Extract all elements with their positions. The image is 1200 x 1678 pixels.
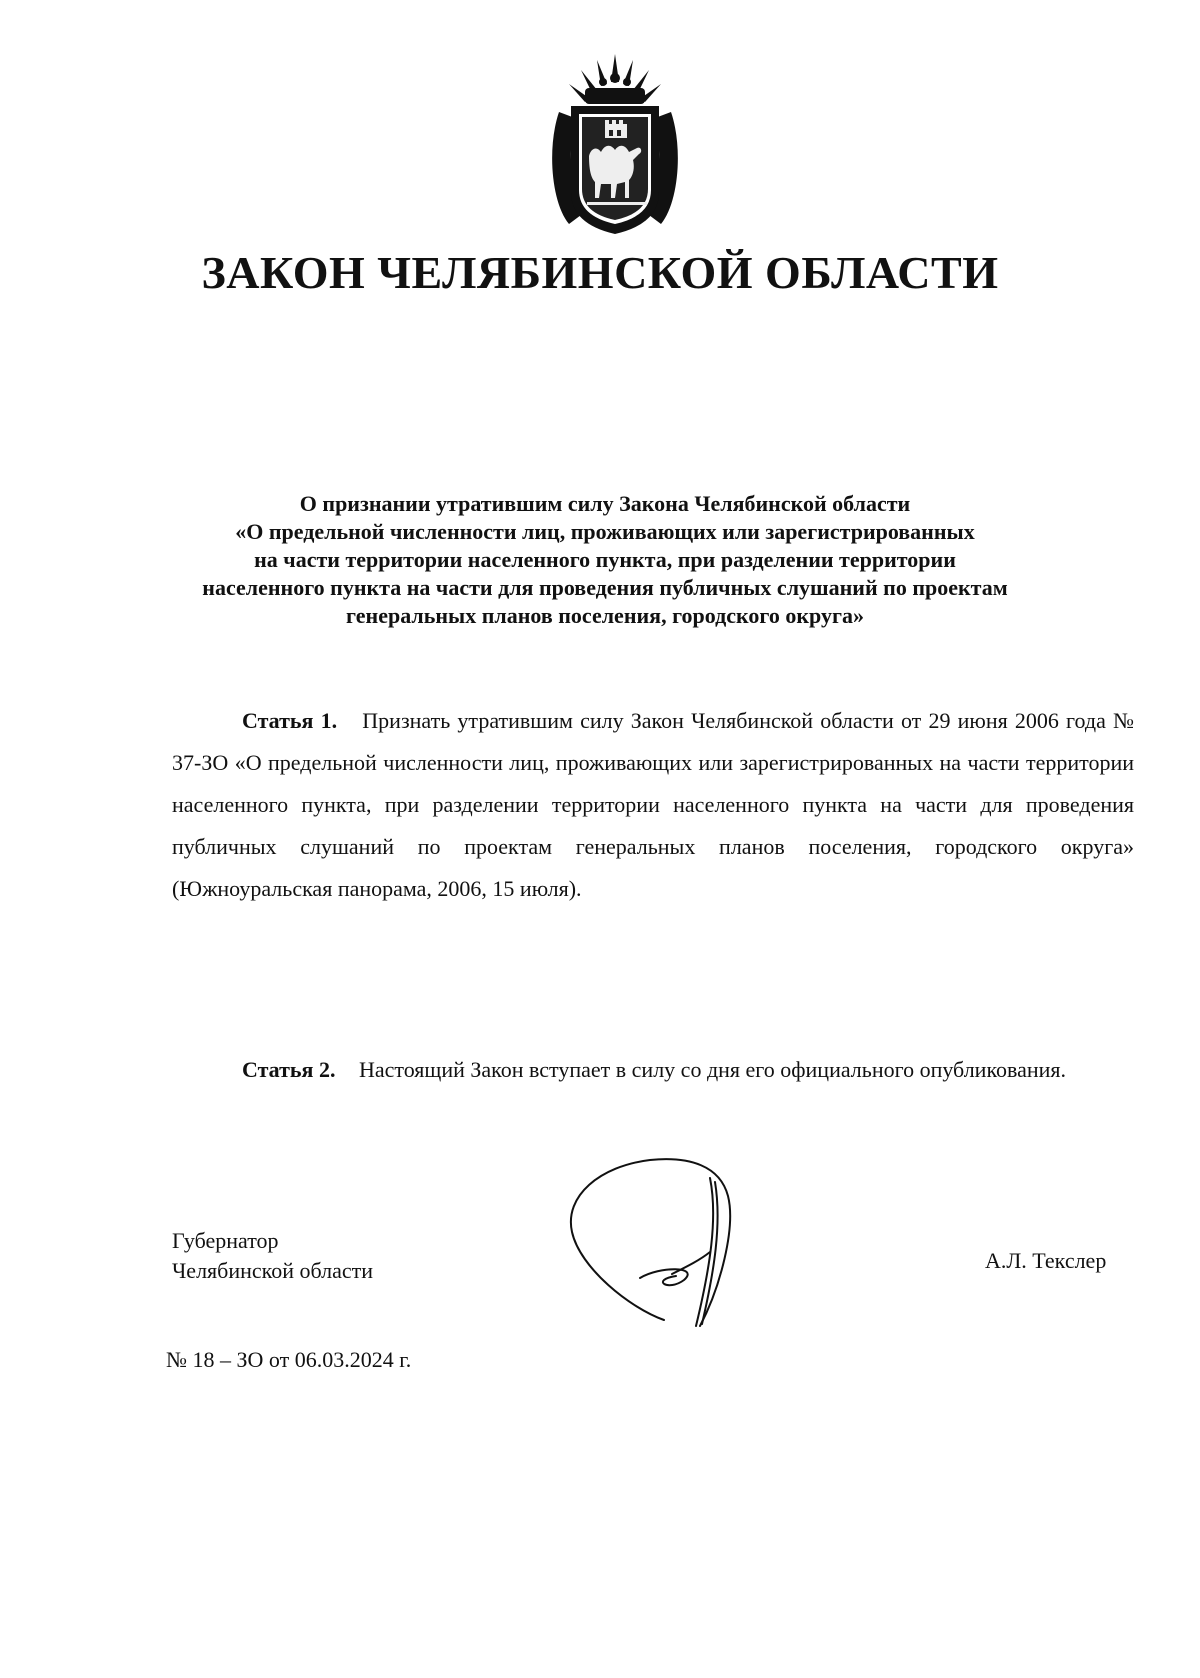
subtitle-line: О признании утратившим силу Закона Челябинской области (299, 491, 911, 516)
handwritten-signature (560, 1148, 760, 1348)
subtitle-line: генеральных планов поселения, городского округа» (346, 603, 864, 628)
signatory-position-line: Губернатор (172, 1228, 279, 1253)
subtitle-line: на части территории населенного пункта, при разделении территории (254, 547, 956, 572)
article-1 (172, 700, 1134, 910)
document-number-date: № 18 – ЗО от 06.03.2024 г. (166, 1347, 412, 1372)
signatory-name: А.Л. Текслер (985, 1248, 1107, 1273)
article-1-text: Признать утратившим силу Закон Челябинской области от 29 июня 2006 года № 37-ЗО «О предельной численности лиц, проживающих или зарегистрированных на части территории населенного пункта, при разделении территории населенного пункта на части для проведения публичных слушаний по проектам генеральных планов поселения, городского округа» (Южноуральская панорама, 2006, 15 июля). (172, 708, 1135, 901)
document-title: ЗАКОН ЧЕЛЯБИНСКОЙ ОБЛАСТИ (201, 247, 999, 298)
article-1-heading: Статья 1. (242, 708, 338, 733)
article-2-text: Настоящий Закон вступает в силу со дня его официального опубликования. (358, 1057, 1067, 1082)
signatory-position-line: Челябинской области (172, 1258, 374, 1283)
document-subtitle (140, 490, 1070, 630)
signatory-position (172, 1226, 373, 1286)
coat-of-arms-icon (545, 52, 685, 237)
article-2-heading: Статья 2. (242, 1057, 336, 1082)
subtitle-line: населенного пункта на части для проведения публичных слушаний по проектам (202, 575, 1008, 600)
article-2 (172, 1049, 1134, 1091)
subtitle-line: «О предельной численности лиц, проживающих или зарегистрированных (235, 519, 975, 544)
